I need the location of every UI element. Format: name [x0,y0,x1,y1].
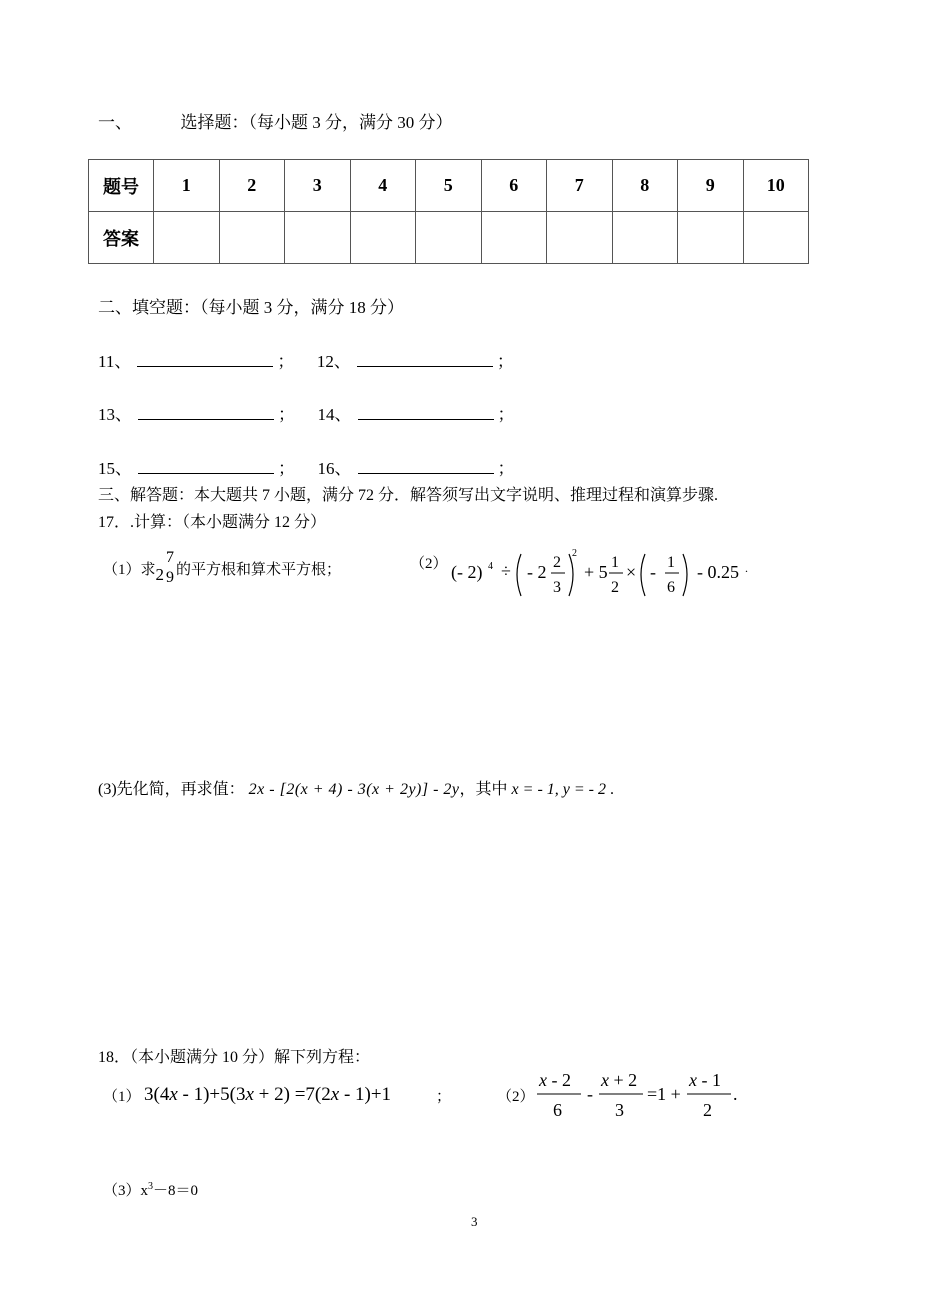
q18-part2-equation [535,1066,745,1126]
svg-text:6: 6 [667,579,675,596]
question-number-cell: 5 [416,160,482,212]
q17-part3-condition: x = - 1, y = - 2 [511,781,606,798]
question-number-cell: 9 [678,160,744,212]
mixed-whole: 2 [155,565,165,584]
answer-blank[interactable] [137,348,273,367]
q17-part3 [98,776,614,799]
svg-text:-: - [650,562,656,582]
item-label: 13、 [98,405,132,424]
section1-number: 一、 [98,113,132,132]
svg-text:1: 1 [667,554,675,571]
q18-part1-end: ； [436,1089,452,1105]
q17-part1-prefix: （1）求 [103,561,156,578]
svg-text:.: . [745,561,748,575]
q18-part1-prefix: （1） [103,1089,141,1105]
q17-part3-end: . [610,781,614,798]
svg-text:2: 2 [572,548,577,559]
question-number-cell: 2 [219,160,285,212]
svg-text:.: . [733,1084,738,1104]
q17-part3-expression: 2x - [2(x + 4) - 3(x + 2y)] - 2y [248,781,460,798]
denominator: 9 [166,569,175,586]
numerator: 7 [166,549,175,566]
question-number-cell: 10 [743,160,809,212]
svg-text:2: 2 [703,1100,712,1120]
answer-cell[interactable] [416,212,482,264]
question-number-cell: 6 [481,160,547,212]
answer-table-header-row [89,160,809,212]
question-number-cell: 1 [154,160,220,212]
answer-cell[interactable] [481,212,547,264]
svg-text:÷: ÷ [501,561,511,581]
svg-text:- 2: - 2 [527,562,547,582]
answer-blank[interactable] [138,455,274,474]
answer-blank[interactable] [357,348,493,367]
svg-text:+ 5: + 5 [584,562,608,582]
svg-text:3(4x - 1)+5(3x + 2) =7(2x - 1): 3(4x - 1)+5(3x + 2) =7(2x - 1)+1 [144,1084,392,1105]
fraction [164,550,176,586]
question-number-cell: 4 [350,160,416,212]
q18-part3 [103,1179,198,1200]
svg-text:=1 +: =1 + [647,1084,681,1104]
answer-cell[interactable] [219,212,285,264]
svg-text:×: × [626,562,637,582]
q18-part3-exponent: 3 [148,1181,154,1192]
answer-blank[interactable] [138,401,274,420]
svg-text:3: 3 [553,579,561,596]
svg-text:4: 4 [488,561,493,572]
answer-blank[interactable] [358,401,494,420]
svg-text:3: 3 [615,1100,624,1120]
answer-cell[interactable] [350,212,416,264]
fill-blank-row [98,400,515,425]
item-label: 12、 [316,352,351,371]
answer-cell[interactable] [285,212,351,264]
item-label: 16、 [317,459,352,478]
q18-part1-equation [140,1075,440,1111]
section3-title: 三、解答题：本大题共 7 小题，满分 72 分．解答须写出文字说明、推理过程和演算步骤. [98,487,719,504]
svg-text:-: - [587,1084,593,1104]
item-label: 14、 [317,405,352,424]
svg-text:6: 6 [553,1100,562,1120]
item-label: 15、 [98,459,132,478]
separator: ； [497,459,515,478]
separator: ； [278,405,295,424]
fill-blank-row [98,347,514,372]
separator: ； [496,352,514,371]
answer-cell[interactable] [678,212,744,264]
answer-cell[interactable] [743,212,809,264]
q17-title: 17．.计算：（本小题满分 12 分） [98,514,327,531]
answer-cell[interactable] [612,212,678,264]
answer-table-answer-row [89,212,809,264]
question-number-label: 题号 [89,160,154,212]
question-number-cell: 7 [547,160,613,212]
separator: ； [277,352,295,371]
answer-cell[interactable] [154,212,220,264]
separator: ； [497,405,515,424]
answer-cell[interactable] [547,212,613,264]
fill-blank-row [98,454,515,479]
svg-text:(- 2): (- 2) [451,562,483,582]
answer-table [88,159,809,264]
separator: ； [278,459,295,478]
section1-title: 选择题：（每小题 3 分，满分 30 分） [180,113,453,132]
svg-text:x - 2: x - 2 [539,1070,571,1090]
q18-part3-prefix: （3）x [103,1183,149,1199]
section2-title: 二、填空题：（每小题 3 分，满分 18 分） [98,298,404,317]
page-number: 3 [471,1214,478,1229]
q17-part2-expression [445,540,755,604]
item-label: 11、 [98,352,132,371]
q18-part3-rest: －8＝0 [153,1183,199,1199]
svg-text:2: 2 [553,554,561,571]
svg-text:1: 1 [611,554,619,571]
q18-part2-prefix: （2） [497,1089,535,1105]
question-number-cell: 3 [285,160,351,212]
svg-text:x + 2: x + 2 [601,1070,638,1090]
question-number-cell: 8 [612,160,678,212]
q18-title: 18．（本小题满分 10 分）解下列方程： [98,1049,371,1066]
section1-heading [98,108,453,133]
svg-text:- 0.25: - 0.25 [697,562,739,582]
q17-part3-prefix: (3)先化简，再求值： [98,781,245,798]
svg-text:x - 1: x - 1 [689,1070,721,1090]
svg-text:2: 2 [611,579,619,596]
answer-blank[interactable] [358,455,494,474]
q17-part1 [103,550,341,586]
q17-part1-suffix: 的平方根和算术平方根； [176,561,342,578]
q17-part2-prefix: （2） [410,556,448,572]
q17-part3-mid: ，其中 [459,781,508,798]
answer-label: 答案 [89,212,154,264]
